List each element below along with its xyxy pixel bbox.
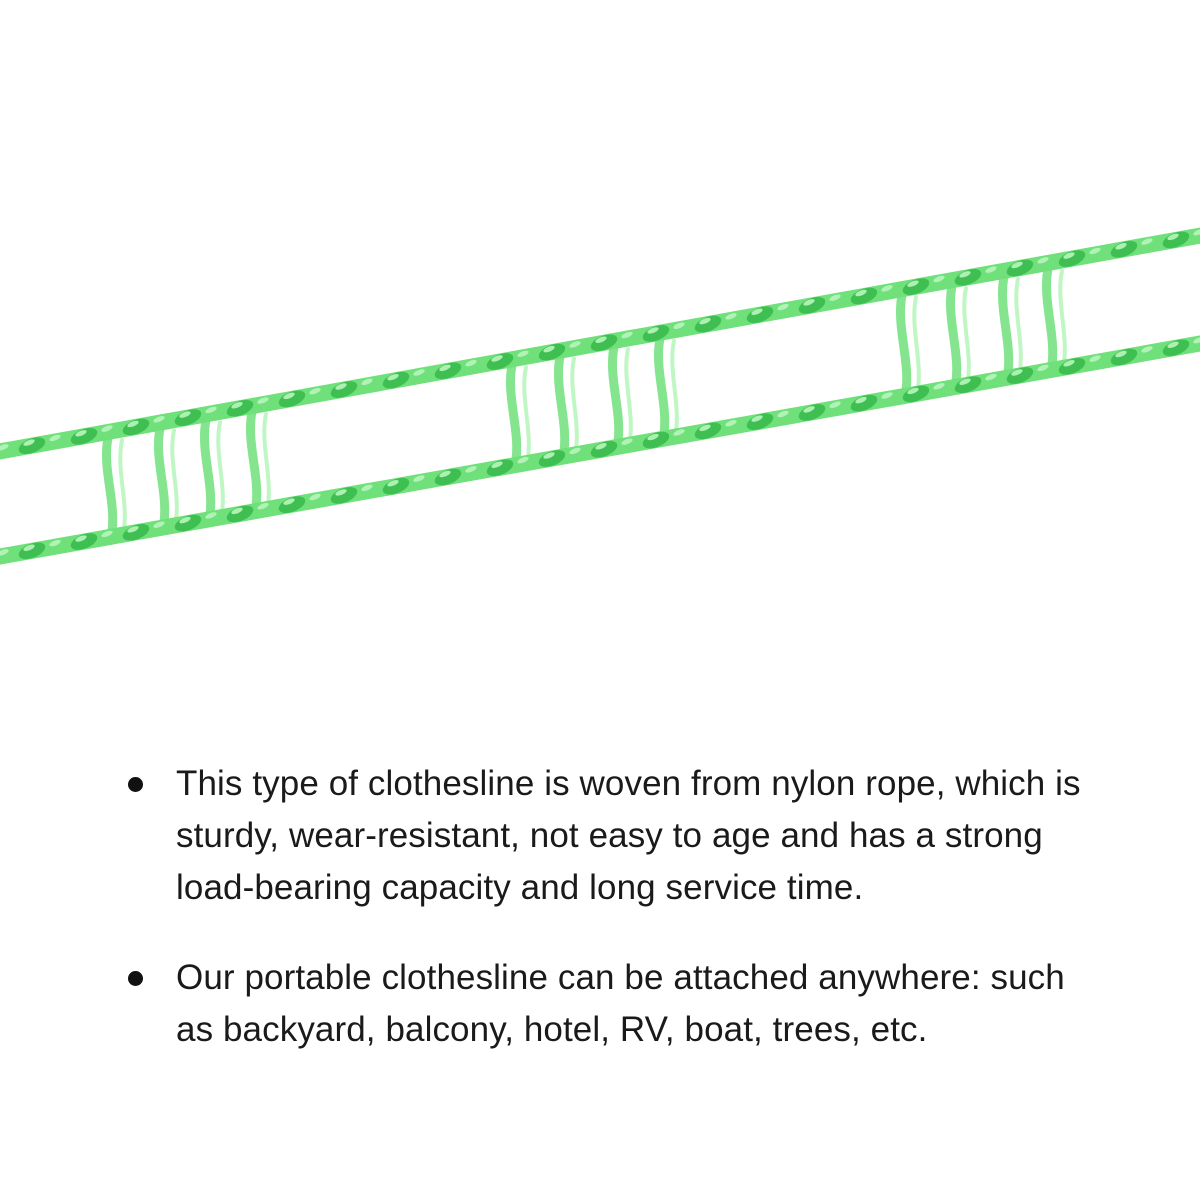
- rope-rung: [204, 420, 210, 514]
- rope-rung: [510, 365, 516, 459]
- bullet-icon: [128, 777, 143, 792]
- rope-rung-strand: [1016, 279, 1021, 370]
- rope-rung-strand: [1060, 271, 1065, 363]
- ladder-rope: [0, 224, 1200, 572]
- bullet-icon: [128, 971, 143, 986]
- rope-rung: [950, 286, 956, 381]
- rope-rung-strand: [218, 422, 223, 512]
- feature-text: Our portable clothesline can be attached anywhere: such as backyard, balcony, hotel, RV, boat, trees, etc.: [176, 958, 1065, 1049]
- rope-rung: [158, 429, 164, 522]
- feature-item-portable: [118, 952, 1098, 1056]
- rope-rung-strand: [964, 288, 969, 379]
- rope-rung-strand: [172, 431, 177, 520]
- rope-rung: [658, 339, 664, 434]
- rope-rung-strand: [572, 359, 577, 449]
- rope-rung: [106, 438, 112, 531]
- rope-rung-strand: [914, 297, 919, 388]
- rope-rung: [250, 412, 256, 506]
- rope-rung: [1002, 277, 1008, 372]
- feature-item-nylon: [118, 758, 1098, 914]
- rope-rung-strand: [120, 440, 125, 529]
- rope-rung-strand: [524, 367, 529, 457]
- feature-list: [118, 758, 1098, 1094]
- rope-rung: [612, 347, 618, 442]
- rope-rung: [900, 295, 906, 390]
- rope-rung: [558, 357, 564, 451]
- rope-rung: [1046, 269, 1052, 365]
- rope-rung-strand: [264, 414, 269, 504]
- rope-rung-strand: [672, 341, 677, 432]
- feature-text: This type of clothesline is woven from nylon rope, which is sturdy, wear-resistant, not easy to age and has a strong load-bearing capacity and long service time.: [176, 764, 1081, 907]
- rope-rung-strand: [626, 349, 631, 440]
